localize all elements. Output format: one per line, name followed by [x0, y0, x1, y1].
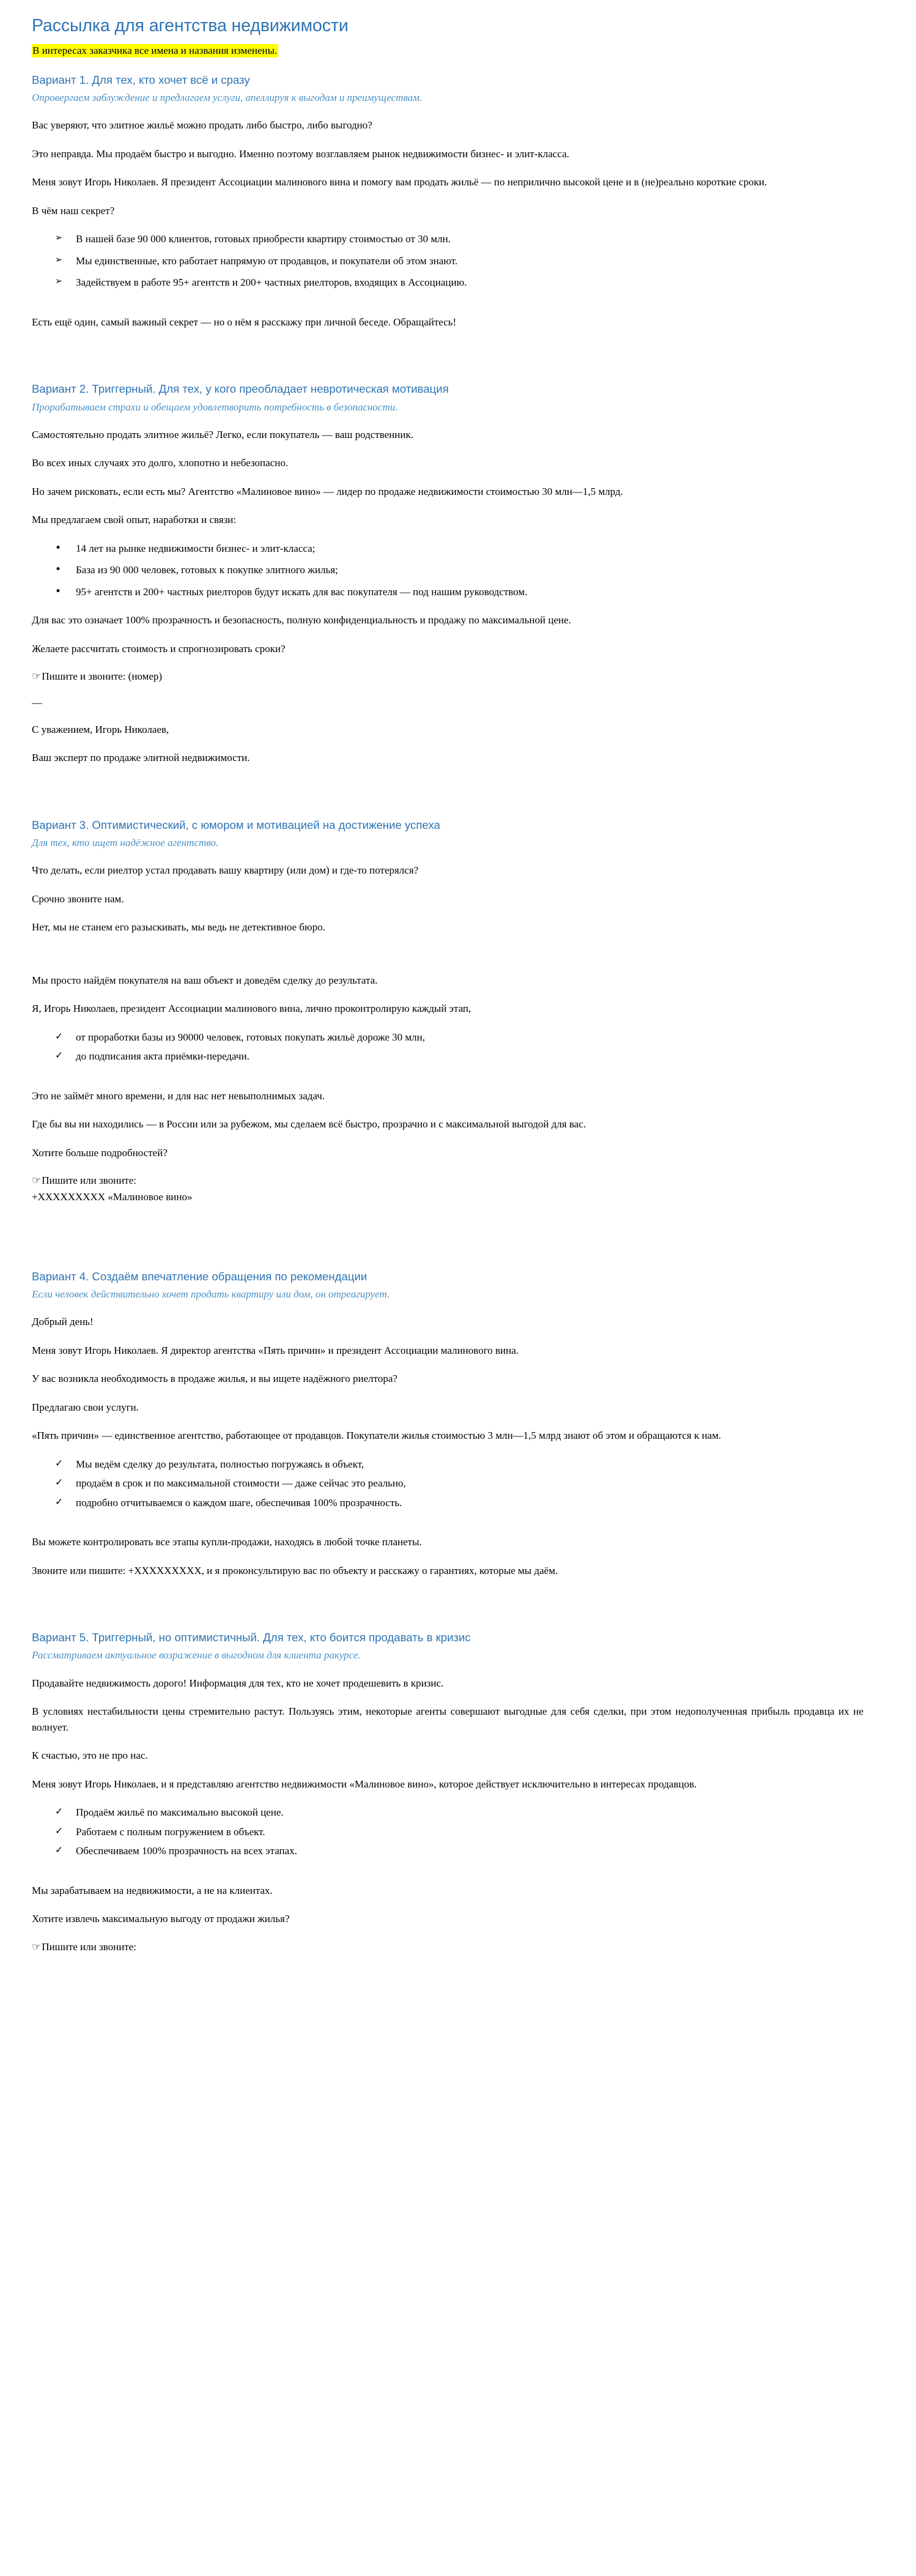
paragraph: Я, Игорь Николаев, президент Ассоциации малинового вина, лично проконтролирую каждый этап, — [32, 1003, 471, 1015]
paragraph: Во всех иных случаях это долго, хлопотно и небезопасно. — [32, 457, 289, 469]
list-item-text: Обеспечиваем 100% прозрачность на всех этапах. — [76, 1845, 297, 1857]
contact-block — [32, 1173, 863, 1204]
highlighted-text: В интересах заказчика все имена и названия изменены. — [32, 44, 278, 56]
bullet-list — [32, 1030, 863, 1064]
list-item-text: Мы ведём сделку до результата, полностью погружаясь в объект, — [76, 1458, 364, 1470]
variant-4-subtitle: Если человек действительно хочет продать квартиру или дом, он отреагирует. — [32, 1288, 390, 1300]
spacer — [32, 779, 863, 818]
list-item — [32, 562, 863, 578]
variant-3-heading: Вариант 3. Оптимистический, с юмором и мотивацией на достижение успеха — [32, 818, 440, 831]
list-item — [32, 584, 863, 600]
cta-text: Пишите или звоните: — [42, 1175, 136, 1187]
paragraph: У вас возникла необходимость в продаже жилья, и вы ищете надёжного риелтора? — [32, 1373, 397, 1385]
paragraph: Где бы вы ни находились — в России или за рубежом, мы сделаем всё быстро, прозрачно и с максимальной выгодой для вас. — [32, 1118, 586, 1130]
pointing-hand-icon: ☞ — [32, 670, 42, 683]
paragraph: «Пять причин» — единственное агентство, работающее от продавцов. Покупатели жилья стоимостью 3 млн—1,5 млрд знают об этом и обращаются к нам. — [32, 1430, 722, 1442]
spacer — [32, 1591, 863, 1630]
signature-role: Ваш эксперт по продаже элитной недвижимости. — [32, 752, 250, 764]
check-bullet-icon: ✓ — [55, 1457, 63, 1469]
variant-section-3 — [32, 818, 863, 1204]
paragraph: Хотите извлечь максимальную выгоду от продажи жилья? — [32, 1913, 290, 1925]
paragraph: Для вас это означает 100% прозрачность и безопасность, полную конфиденциальность и продажу по максимальной цене. — [32, 614, 571, 626]
page-title: Рассылка для агентства недвижимости — [32, 16, 349, 35]
variant-1-heading: Вариант 1. Для тех, кто хочет всё и сразу — [32, 73, 250, 86]
variant-2-subtitle: Прорабатываем страхи и обещаем удовлетворить потребность в безопасности. — [32, 401, 398, 413]
dot-bullet-icon: • — [55, 541, 62, 554]
spacer — [32, 1872, 863, 1883]
spacer — [32, 1217, 863, 1269]
list-item-text: Продаём жильё по максимально высокой цене. — [76, 1806, 284, 1819]
paragraph: Продавайте недвижимость дорого! Информация для тех, кто не хочет продешевить в кризис. — [32, 1677, 444, 1689]
list-item-text: База из 90 000 человек, готовых к покупке элитного жилья; — [76, 564, 338, 576]
list-item-text: 95+ агентств и 200+ частных риелторов будут искать для вас покупателя — под нашим руководством. — [76, 585, 528, 598]
cta-text: Пишите и звоните: (номер) — [42, 670, 163, 683]
list-item-text: Мы единственные, кто работает напрямую от продавцов, и покупатели об этом знают. — [76, 254, 458, 267]
paragraph: Желаете рассчитать стоимость и спрогнозировать сроки? — [32, 642, 286, 655]
signature-divider: — — [32, 697, 42, 709]
variant-5-subtitle: Рассматриваем актуальное возражение в выгодном для клиента ракурсе. — [32, 1649, 361, 1661]
list-item — [32, 231, 863, 247]
list-item-text: 14 лет на рынке недвижимости бизнес- и элит-класса; — [76, 542, 316, 554]
paragraph: Самостоятельно продать элитное жильё? Легко, если покупатель — ваш родственник. — [32, 428, 413, 440]
paragraph: Нет, мы не станем его разыскивать, мы ведь не детективное бюро. — [32, 921, 325, 934]
variant-5-heading: Вариант 5. Триггерный, но оптимистичный. Для тех, кто боится продавать в кризис — [32, 1631, 471, 1644]
cta-text: Пишите или звоните: — [42, 1940, 136, 1953]
variant-section-2 — [32, 382, 863, 765]
paragraph: В чём наш секрет? — [32, 204, 115, 217]
bullet-list — [32, 1457, 863, 1511]
variant-1-subtitle: Опровергаем заблуждение и предлагаем услуги, апеллируя к выгодам и преимуществам. — [32, 92, 423, 104]
disclaimer-note — [32, 44, 863, 57]
check-bullet-icon: ✓ — [55, 1844, 63, 1856]
list-item-text: Работаем с полным погружением в объект. — [76, 1825, 265, 1838]
variant-section-5 — [32, 1630, 863, 1954]
paragraph: Но зачем рисковать, если есть мы? Агентство «Малиновое вино» — лидер по продаже недвижимости стоимостью 30 млн—1,5 млрд. — [32, 485, 623, 497]
paragraph: Это не займёт много времени, и для нас нет невыполнимых задач. — [32, 1089, 325, 1102]
call-to-action — [32, 669, 863, 685]
phone-number[interactable]: +XXXXXXXXX «Малиновое вино» — [32, 1190, 193, 1203]
dot-bullet-icon: • — [55, 585, 62, 598]
list-item — [32, 1475, 863, 1491]
bullet-list — [32, 1805, 863, 1859]
variant-section-1 — [32, 73, 863, 330]
list-item-text: до подписания акта приёмки-передачи. — [76, 1050, 249, 1063]
paragraph: Хотите больше подробностей? — [32, 1146, 168, 1159]
arrow-bullet-icon: ➢ — [55, 277, 63, 287]
check-bullet-icon: ✓ — [55, 1050, 63, 1061]
paragraph: Мы просто найдём покупателя на ваш объект и доведём сделку до результата. — [32, 974, 378, 986]
arrow-bullet-icon: ➢ — [55, 254, 63, 265]
paragraph: Есть ещё один, самый важный секрет — но о нём я расскажу при личной беседе. Обращайтесь! — [32, 316, 457, 328]
check-bullet-icon: ✓ — [55, 1030, 63, 1042]
paragraph: Срочно звоните нам. — [32, 893, 124, 905]
paragraph: Это неправда. Мы продаём быстро и выгодно. Именно поэтому возглавляем рынок недвижимости бизнес- и элит-класса. — [32, 147, 569, 160]
bullet-list — [32, 541, 863, 600]
paragraph: Вас уверяют, что элитное жильё можно продать либо быстро, либо выгодно? — [32, 119, 372, 132]
paragraph: Вы можете контролировать все этапы купли-продажи, находясь в любой точке планеты. — [32, 1536, 422, 1548]
list-item-text: подробно отчитываемся о каждом шаге, обеспечивая 100% прозрачность. — [76, 1496, 402, 1509]
variant-3-subtitle: Для тех, кто ищет надёжное агентство. — [32, 836, 219, 848]
check-bullet-icon: ✓ — [55, 1825, 63, 1836]
call-to-action — [32, 1940, 863, 1955]
spacer — [32, 303, 863, 314]
paragraph: В условиях нестабильности цены стремительно растут. Пользуясь этим, некоторые агенты совершают выгодные для себя сделки, при этом недополученная прибыль продавца их не волнует. — [32, 1706, 863, 1733]
spacer — [32, 1077, 863, 1088]
paragraph: Добрый день! — [32, 1316, 94, 1328]
paragraph: Меня зовут Игорь Николаев. Я президент Ассоциации малинового вина и помогу вам продать жильё — по неприлично высокой цене и в (не)реально короткие сроки. — [32, 176, 767, 188]
list-item-text: Задействуем в работе 95+ агентств и 200+ частных риелторов, входящих в Ассоциацию. — [76, 277, 467, 289]
list-item — [32, 1824, 863, 1840]
list-item-text: от проработки базы из 90000 человек, готовых покупать жильё дороже 30 млн, — [76, 1031, 426, 1043]
list-item — [32, 275, 863, 291]
call-to-action — [32, 1173, 863, 1189]
variant-2-heading: Вариант 2. Триггерный. Для тех, у кого преобладает невротическая мотивация — [32, 382, 449, 396]
check-bullet-icon: ✓ — [55, 1477, 63, 1488]
list-item — [32, 253, 863, 269]
variant-section-4 — [32, 1269, 863, 1578]
list-item — [32, 1843, 863, 1859]
list-item — [32, 1030, 863, 1045]
list-item — [32, 1805, 863, 1821]
paragraph: Меня зовут Игорь Николаев, и я представляю агентство недвижимости «Малиновое вино», которое действует исключительно в интересах продавцов. — [32, 1778, 697, 1790]
dot-bullet-icon: • — [55, 563, 62, 576]
list-item — [32, 1049, 863, 1064]
paragraph: Что делать, если риелтор устал продавать вашу квартиру (или дом) и где-то потерялся? — [32, 864, 419, 877]
paragraph: Звоните или пишите: +XXXXXXXXX, и я проконсультирую вас по объекту и расскажу о гарантиях, которые мы даём. — [32, 1564, 558, 1576]
check-bullet-icon: ✓ — [55, 1806, 63, 1817]
paragraph: Мы предлагаем свой опыт, наработки и связи: — [32, 514, 237, 526]
paragraph: Меня зовут Игорь Николаев. Я директор агентства «Пять причин» и президент Ассоциации малинового вина. — [32, 1344, 519, 1356]
spacer — [32, 343, 863, 382]
pointing-hand-icon: ☞ — [32, 1175, 42, 1187]
check-bullet-icon: ✓ — [55, 1496, 63, 1507]
bullet-list — [32, 231, 863, 291]
variant-4-heading: Вариант 4. Создаём впечатление обращения по рекомендации — [32, 1269, 368, 1283]
arrow-bullet-icon: ➢ — [55, 233, 63, 243]
paragraph: К счастью, это не про нас. — [32, 1750, 148, 1762]
list-item-text: В нашей базе 90 000 клиентов, готовых приобрести квартиру стоимостью от 30 млн. — [76, 233, 451, 245]
list-item-text: продаём в срок и по максимальной стоимости — даже сейчас это реально, — [76, 1477, 406, 1490]
spacer — [32, 1523, 863, 1534]
paragraph: Предлагаю свои услуги. — [32, 1401, 139, 1413]
signature-name: С уважением, Игорь Николаев, — [32, 723, 169, 735]
list-item — [32, 1457, 863, 1472]
pointing-hand-icon: ☞ — [32, 1940, 42, 1953]
list-item — [32, 1495, 863, 1511]
spacer — [32, 948, 863, 973]
list-item — [32, 541, 863, 557]
paragraph: Мы зарабатываем на недвижимости, а не на клиентах. — [32, 1884, 273, 1896]
